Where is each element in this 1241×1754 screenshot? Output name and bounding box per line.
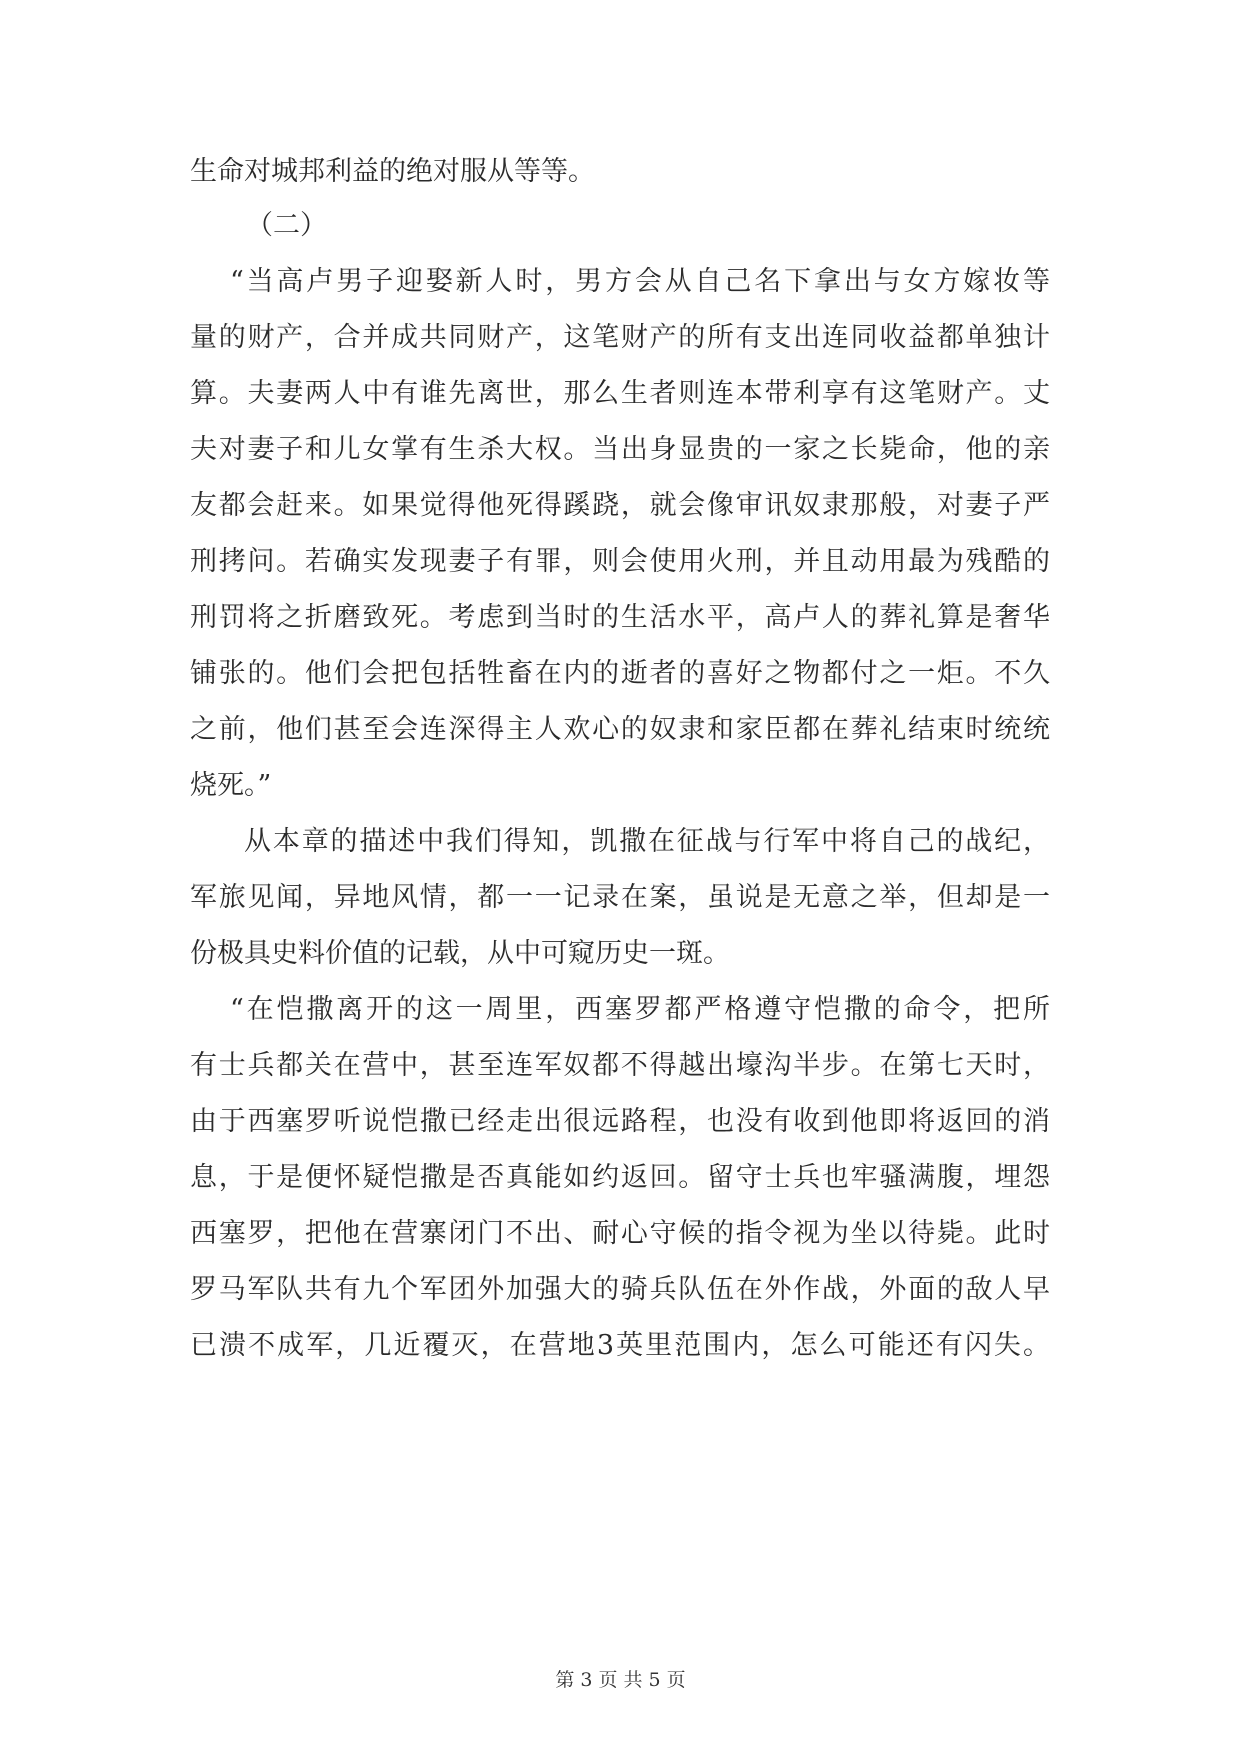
text-line: 刑罚将之折磨致死。考虑到当时的生活水平，高卢人的葬礼算是奢华 — [190, 602, 1050, 633]
text-line: 铺张的。他们会把包括牲畜在内的逝者的喜好之物都付之一炬。不久 — [190, 658, 1050, 689]
text-line: 有士兵都关在营中，甚至连军奴都不得越出壕沟半步。在第七天时， — [190, 1050, 1050, 1081]
text-line: 从本章的描述中我们得知，凯撒在征战与行军中将自己的战纪， — [244, 826, 1050, 857]
text-line: 之前，他们甚至会连深得主人欢心的奴隶和家臣都在葬礼结束时统统 — [190, 714, 1050, 745]
text-line: 生命对城邦利益的绝对服从等等。 — [190, 156, 595, 187]
text-line: 已溃不成军，几近覆灭，在营地3英里范围内，怎么可能还有闪失。 — [190, 1330, 1050, 1361]
text-line: 夫对妻子和儿女掌有生杀大权。当出身显贵的一家之长毙命，他的亲 — [190, 434, 1050, 465]
text-line: 算。夫妻两人中有谁先离世，那么生者则连本带利享有这笔财产。丈 — [190, 378, 1050, 409]
text-line: 由于西塞罗听说恺撒已经走出很远路程，也没有收到他即将返回的消 — [190, 1106, 1050, 1137]
text-line: “在恺撒离开的这一周里，西塞罗都严格遵守恺撒的命令，把所 — [230, 994, 1050, 1025]
text-line: 量的财产，合并成共同财产，这笔财产的所有支出连同收益都单独计 — [190, 322, 1050, 353]
text-line: 罗马军队共有九个军团外加强大的骑兵队伍在外作战，外面的敌人早 — [190, 1274, 1050, 1305]
text-line: 份极具史料价值的记载，从中可窥历史一斑。 — [190, 938, 730, 969]
text-line: 息，于是便怀疑恺撒是否真能如约返回。留守士兵也牢骚满腹，埋怨 — [190, 1162, 1050, 1193]
text-line: 友都会赶来。如果觉得他死得蹊跷，就会像审讯奴隶那般，对妻子严 — [190, 490, 1050, 521]
text-line: 刑拷问。若确实发现妻子有罪，则会使用火刑，并且动用最为残酷的 — [190, 546, 1050, 577]
text-line: 军旅见闻，异地风情，都一一记录在案，虽说是无意之举，但却是一 — [190, 882, 1050, 913]
text-line: 西塞罗，把他在营寨闭门不出、耐心守候的指令视为坐以待毙。此时 — [190, 1218, 1050, 1249]
page-footer: 第 3 页 共 5 页 — [555, 1669, 686, 1691]
text-line: “当高卢男子迎娶新人时，男方会从自己名下拿出与女方嫁妆等 — [230, 266, 1050, 297]
section-heading: （二） — [246, 210, 327, 241]
text-line: 烧死。” — [190, 770, 272, 801]
